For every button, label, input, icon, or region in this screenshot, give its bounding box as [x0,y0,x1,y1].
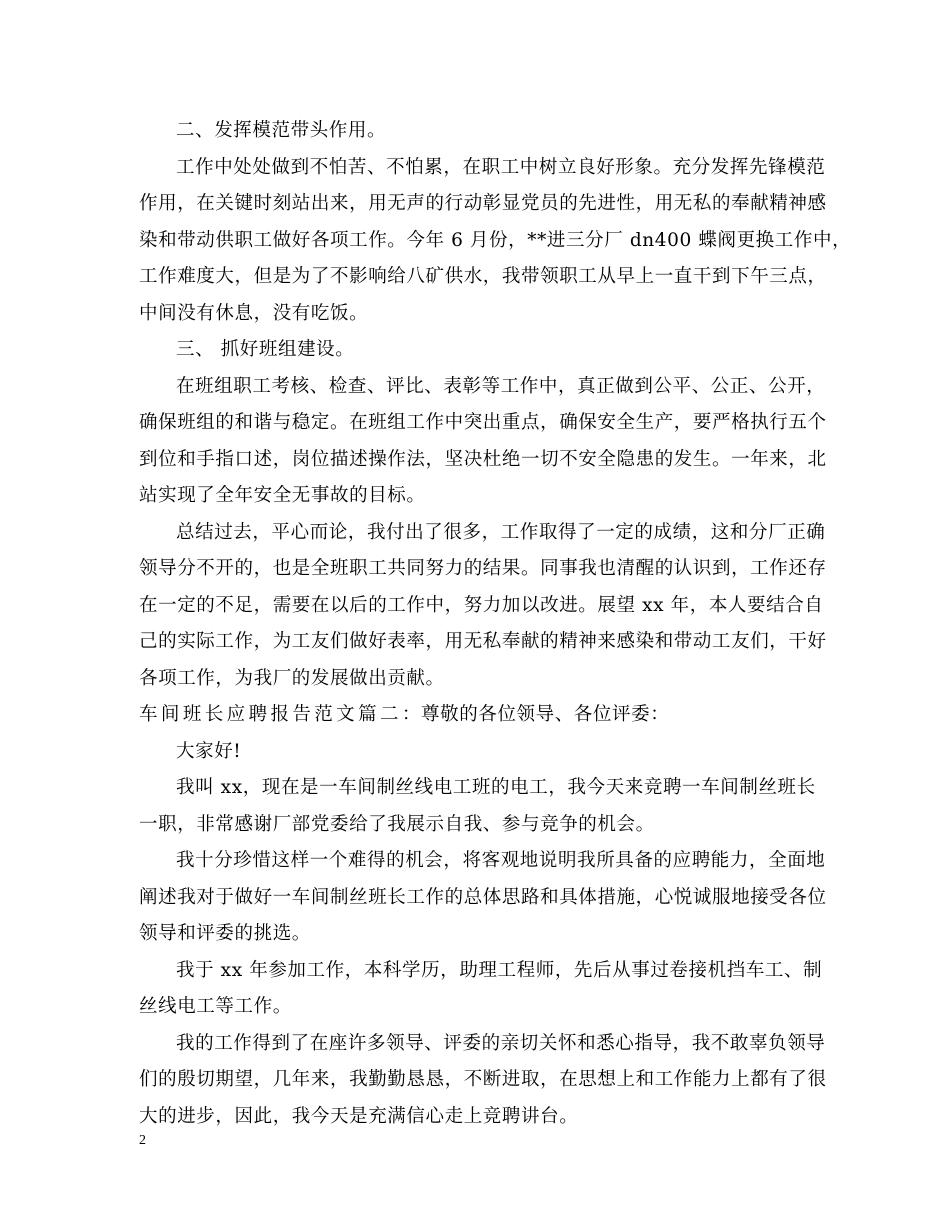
paragraph [139,113,811,150]
paragraph [139,150,852,333]
text-line: 领导和评委的挑选。 [139,923,311,944]
text-line: 确保班组的和谐与稳定。在班组工作中突出重点，确保安全生产，要严格执行五个 [139,412,827,433]
text-line: 站实现了全年安全无事故的目标。 [139,485,426,506]
text-line: 阐述我对于做好一车间制丝班长工作的总体思路和具体措施，心悦诚服地接受各位 [139,886,827,908]
text-line: 三、 抓好班组建设。 [176,339,355,360]
text-line: 染和带动供职工做好各项工作。今年 6 月份，**进三分厂 dn400 蝶阀更换工作中， [139,229,852,251]
text-line: 大家好! [176,740,242,762]
text-line: 工作难度大，但是为了不影响给八矿供水，我带领职工从早上一直干到下午三点， [139,266,827,287]
section-title: 车间班长应聘报告范文篇二： [139,704,421,725]
text-line: 我十分珍惜这样一个难得的机会，将客观地说明我所具备的应聘能力，全面地 [176,850,826,871]
paragraph [139,697,811,734]
text-line: 我的工作得到了在座许多领导、评委的亲切关怀和悉心指导，我不敢辜负领导 [176,1032,826,1054]
paragraph [139,734,811,771]
paragraph [139,515,827,698]
text-line: 们的殷切期望，几年来，我勤勤恳恳，不断进取，在思想上和工作能力上都有了很 [139,1069,827,1090]
text-line: 大的进步，因此，我今天是充满信心走上竞聘讲台。 [139,1105,579,1127]
document-body [139,113,852,1135]
text-line: 一职，非常感谢厂部党委给了我展示自我、参与竞争的机会。 [139,813,655,835]
text-line: 各项工作，为我厂的发展做出贡献。 [139,667,445,689]
text-line: 到位和手指口述，岗位描述操作法，坚决杜绝一切不安全隐患的发生。一年来，北 [139,448,827,470]
text-line: 工作中处处做到不怕苦、不怕累，在职工中树立良好形象。充分发挥先锋模范 [176,156,826,178]
text-line: 领导分不开的，也是全班职工共同努力的结果。同事我也清醒的认识到，工作还存 [139,558,827,579]
text-line: 丝线电工等工作。 [139,996,292,1017]
text-line: 我于 xx 年参加工作，本科学历，助理工程师，先后从事过卷接机挡车工、制 [176,959,823,981]
text-line: 在班组职工考核、检查、评比、表彰等工作中，真正做到公平、公正、公开， [176,375,826,397]
paragraph [139,369,827,515]
paragraph [139,332,811,369]
paragraph [139,953,823,1026]
text-line: 在一定的不足，需要在以后的工作中，努力加以改进。展望 xx 年，本人要结合自 [139,594,824,616]
text-line: 二、发挥模范带头作用。 [176,120,387,141]
page-number: 2 [139,1133,146,1148]
section-heading-line [139,697,811,734]
paragraph [139,770,816,843]
text-line: 己的实际工作，为工友们做好表率，用无私奉献的精神来感染和带动工友们，干好 [139,631,827,652]
paragraph [139,1026,827,1136]
paragraph [139,843,827,953]
text-line: 我叫 xx，现在是一车间制丝线电工班的电工，我今天来竞聘一车间制丝班长 [176,777,816,798]
text-line: 总结过去，平心而论，我付出了很多，工作取得了一定的成绩，这和分厂正确 [176,521,826,543]
text-line: 作用，在关键时刻站出来，用无声的行动彰显党员的先进性，用无私的奉献精神感 [139,193,827,214]
salutation: 尊敬的各位领导、各位评委： [421,704,670,725]
text-line: 中间没有休息，没有吃饭。 [139,302,369,324]
